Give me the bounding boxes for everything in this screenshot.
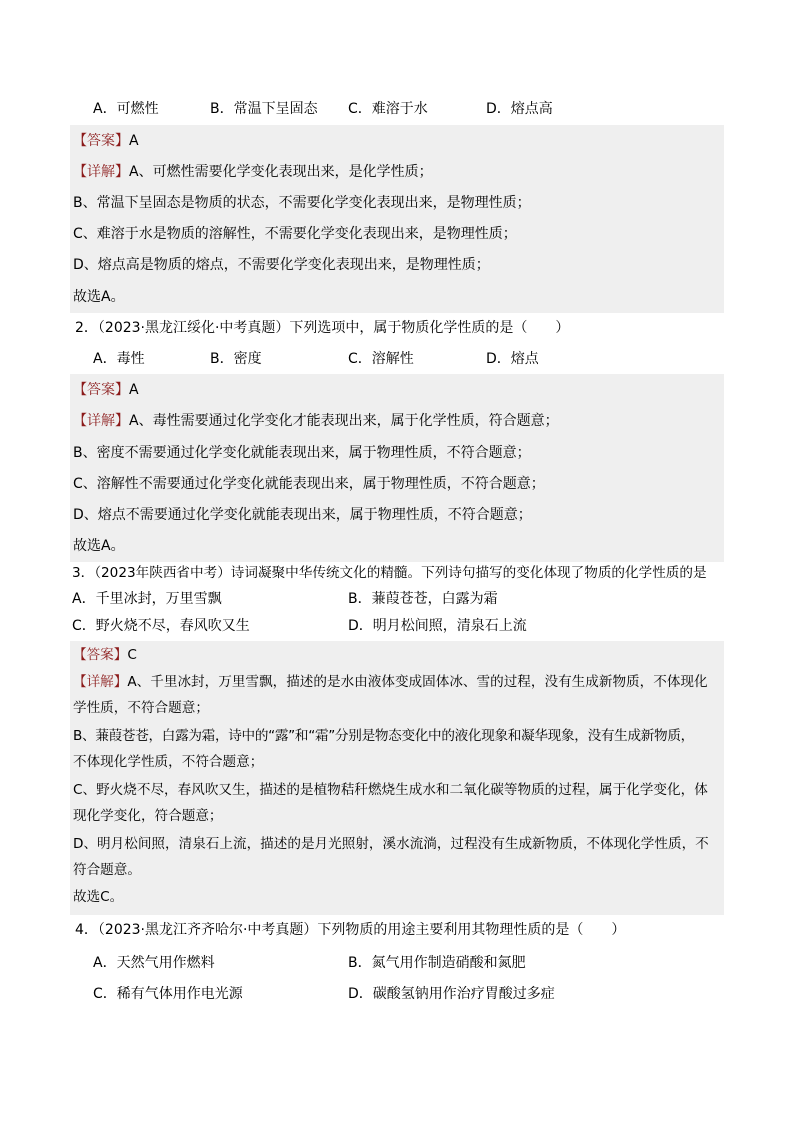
detail-text: A、毒性需要通过化学变化才能表现出来，属于化学性质，符合题意； bbox=[129, 413, 559, 429]
answer-label: 【答案】 bbox=[73, 382, 129, 398]
q2-option-c: C．溶解性 bbox=[348, 351, 414, 367]
q4-option-c: C．稀有气体用作电光源 bbox=[93, 986, 243, 1002]
detail-text: D、熔点高是物质的熔点，不需要化学变化表现出来，是物理性质； bbox=[73, 257, 490, 273]
detail-text: C、野火烧不尽，春风吹又生，描述的是植物秸秆燃烧生成水和二氧化碳等物质的过程，属于化学变化，体 bbox=[73, 782, 708, 798]
detail-text: 不体现化学性质，不符合题意； bbox=[73, 754, 264, 770]
q1-option-b: B．常温下呈固态 bbox=[210, 101, 318, 117]
detail-text: B、蒹葭苍苍，白露为霜，诗中的“露”和“霜”分别是物态变化中的液化现象和凝华现象，没有生成新物质， bbox=[73, 728, 694, 744]
q3-option-a: A．千里冰封，万里雪飘 bbox=[72, 591, 222, 607]
q2-detail-line bbox=[73, 411, 559, 431]
q3-option-c: C．野火烧不尽，春风吹又生 bbox=[72, 618, 250, 634]
answer-label: 【答案】 bbox=[73, 647, 128, 663]
q1-detail-line bbox=[73, 162, 433, 182]
detail-text: 学性质，不符合题意； bbox=[73, 700, 209, 716]
q4-option-b: B．氮气用作制造硝酸和氮肥 bbox=[348, 955, 526, 971]
detail-text: C、溶解性不需要通过化学变化就能表现出来，属于物理性质，不符合题意； bbox=[73, 476, 545, 492]
detail-text: 符合题意。 bbox=[73, 862, 141, 878]
detail-text: D、熔点不需要通过化学变化就能表现出来，属于物理性质，不符合题意； bbox=[73, 507, 532, 523]
detail-text: C、难溶于水是物质的溶解性，不需要化学变化表现出来，是物理性质； bbox=[73, 226, 517, 242]
q1-answer-block bbox=[70, 125, 724, 313]
q3-option-b: B．蒹葭苍苍，白露为霜 bbox=[348, 591, 498, 607]
conclusion-text: 故选A。 bbox=[73, 538, 125, 554]
q3-answer-line bbox=[73, 645, 137, 665]
q4-option-a: A．天然气用作燃料 bbox=[93, 955, 215, 971]
detail-label: 【详解】 bbox=[73, 674, 128, 690]
q4-stem: 4．（2023·黑龙江齐齐哈尔·中考真题）下列物质的用途主要利用其物理性质的是（ ） bbox=[75, 922, 626, 938]
q2-answer-line bbox=[73, 380, 139, 400]
conclusion-text: 故选A。 bbox=[73, 289, 125, 305]
detail-text: D、明月松间照，清泉石上流，描述的是月光照射，溪水流淌，过程没有生成新物质，不体现化学性质，不 bbox=[73, 836, 709, 852]
detail-text: B、常温下呈固态是物质的状态，不需要化学变化表现出来，是物理性质； bbox=[73, 195, 531, 211]
q1-option-a: A．可燃性 bbox=[93, 101, 159, 117]
detail-text: B、密度不需要通过化学变化就能表现出来，属于物理性质，不符合题意； bbox=[73, 445, 531, 461]
answer-value: A bbox=[129, 382, 139, 398]
q2-answer-block bbox=[70, 374, 724, 562]
answer-value: C bbox=[127, 647, 137, 663]
q1-answer-line bbox=[73, 131, 139, 151]
q3-stem: 3．（2023年陕西省中考）诗词凝聚中华传统文化的精髓。下列诗句描写的变化体现了物质的化学性质的是 bbox=[72, 565, 707, 581]
detail-text: A、千里冰封，万里雪飘，描述的是水由液体变成固体冰、雪的过程，没有生成新物质，不体现化 bbox=[127, 674, 708, 690]
q2-option-a: A．毒性 bbox=[93, 351, 145, 367]
q3-answer-block bbox=[70, 641, 724, 915]
q1-option-c: C．难溶于水 bbox=[348, 101, 428, 117]
q3-detail-line bbox=[73, 672, 708, 692]
q2-option-d: D．熔点 bbox=[486, 351, 539, 367]
q4-option-d: D．碳酸氢钠用作治疗胃酸过多症 bbox=[348, 986, 555, 1002]
detail-text: A、可燃性需要化学变化表现出来，是化学性质； bbox=[129, 164, 433, 180]
answer-label: 【答案】 bbox=[73, 133, 129, 149]
conclusion-text: 故选C。 bbox=[73, 889, 124, 905]
detail-text: 现化学变化，符合题意； bbox=[73, 808, 223, 824]
detail-label: 【详解】 bbox=[73, 164, 129, 180]
q3-option-d: D．明月松间照，清泉石上流 bbox=[348, 618, 527, 634]
detail-label: 【详解】 bbox=[73, 413, 129, 429]
q1-option-d: D．熔点高 bbox=[486, 101, 553, 117]
answer-value: A bbox=[129, 133, 139, 149]
q2-stem: 2．（2023·黑龙江绥化·中考真题）下列选项中，属于物质化学性质的是（ ） bbox=[75, 320, 570, 336]
q2-option-b: B．密度 bbox=[210, 351, 262, 367]
